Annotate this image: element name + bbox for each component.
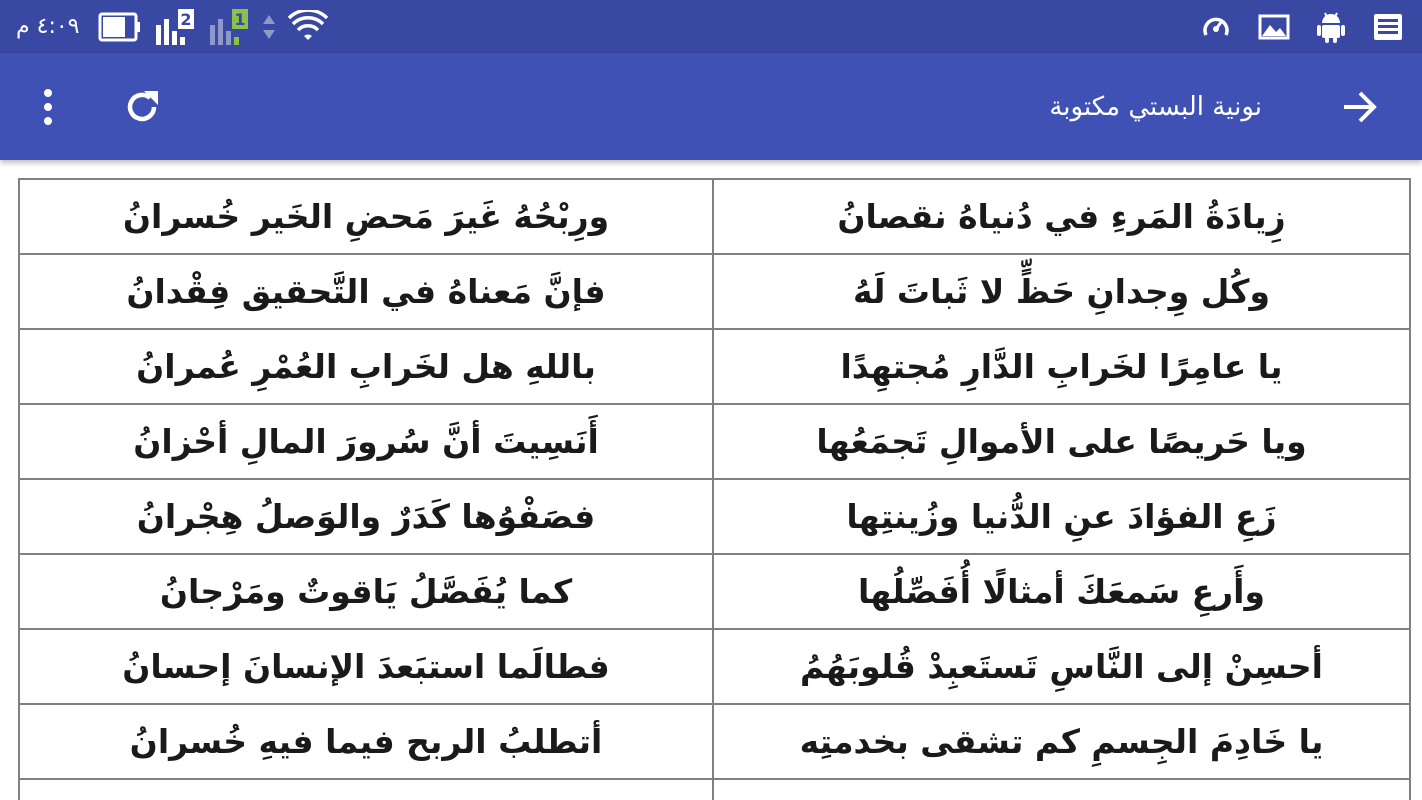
verse-second-half: فطالَما استبَعدَ الإنسانَ إحسانُ: [19, 629, 713, 704]
news-icon: [1372, 12, 1404, 42]
refresh-icon: [122, 87, 162, 127]
poem-row: [19, 329, 1410, 404]
gallery-icon: [1258, 13, 1290, 41]
refresh-button[interactable]: [114, 79, 170, 135]
sim2-label: 2: [179, 9, 192, 29]
verse-second-half: أتطلبُ الربح فيما فيهِ خُسرانُ: [19, 704, 713, 779]
poem-row: [19, 704, 1410, 779]
verse-second-half: كما يُفَصَّلُ يَاقوتٌ ومَرْجانُ: [19, 554, 713, 629]
poem-row: [19, 179, 1410, 254]
app-toolbar: [0, 53, 1422, 160]
verse-first-half: وكُل وِجدانِ حَظٍّ لا ثَباتَ لَهُ: [713, 254, 1410, 329]
status-bar: [0, 0, 1422, 53]
data-arrows-icon: [262, 11, 276, 43]
status-time: ٤:٠٩ م: [16, 14, 80, 39]
verse-second-half: ورِبْحُهُ غَيرَ مَحضِ الخَير خُسرانُ: [19, 179, 713, 254]
verse-first-half: أحسِنْ إلى النَّاسِ تَستَعبِدْ قُلوبَهُمُ: [713, 629, 1410, 704]
wifi-icon: [288, 10, 328, 44]
verse-first-half: يا عامِرًا لخَرابِ الدَّارِ مُجتهِدًا: [713, 329, 1410, 404]
status-bar-left: [16, 0, 328, 53]
poem-row: [19, 479, 1410, 554]
poem-row: [19, 404, 1410, 479]
overflow-menu-button[interactable]: [20, 79, 76, 135]
poem-row: [19, 629, 1410, 704]
verse-first-half: ويا حَريصًا على الأموالِ تَجمَعُها: [713, 404, 1410, 479]
sim1-label: 1: [233, 9, 246, 29]
verse-second-half: فصَفْوُها كَدَرٌ والوَصلُ هِجْرانُ: [19, 479, 713, 554]
poem-content[interactable]: [0, 160, 1422, 800]
speed-icon: [1200, 11, 1232, 43]
arrow-forward-icon: [1340, 87, 1380, 127]
poem-row: [19, 254, 1410, 329]
verse-second-half: فإنَّ مَعناهُ في التَّحقيق فِقْدانُ: [19, 254, 713, 329]
verse-first-half: [713, 779, 1410, 800]
more-vert-icon: [41, 87, 55, 127]
verse-second-half: باللهِ هل لخَرابِ العُمْرِ عُمرانُ: [19, 329, 713, 404]
poem-row: [19, 779, 1410, 800]
android-icon: [1316, 10, 1346, 44]
verse-second-half: أَنَسِيتَ أنَّ سُرورَ المالِ أحْزانُ: [19, 404, 713, 479]
verse-first-half: وأَرعِ سَمعَكَ أمثالًا أُفَصِّلُها: [713, 554, 1410, 629]
signal-sim1-icon: [208, 7, 250, 47]
verse-first-half: زِيادَةُ المَرءِ في دُنياهُ نقصانُ: [713, 179, 1410, 254]
verse-first-half: يا خَادِمَ الجِسمِ كم تشقى بخدمتِه: [713, 704, 1410, 779]
verse-second-half: [19, 779, 713, 800]
signal-sim2-icon: [154, 7, 196, 47]
battery-icon: [98, 11, 142, 43]
page-title: نونية البستي مكتوبة: [1049, 91, 1262, 122]
status-bar-right: [1200, 0, 1404, 53]
back-button[interactable]: [1332, 79, 1388, 135]
verse-first-half: زَعِ الفؤادَ عنِ الدُّنيا وزُينتِها: [713, 479, 1410, 554]
poem-table: [18, 178, 1411, 800]
poem-row: [19, 554, 1410, 629]
